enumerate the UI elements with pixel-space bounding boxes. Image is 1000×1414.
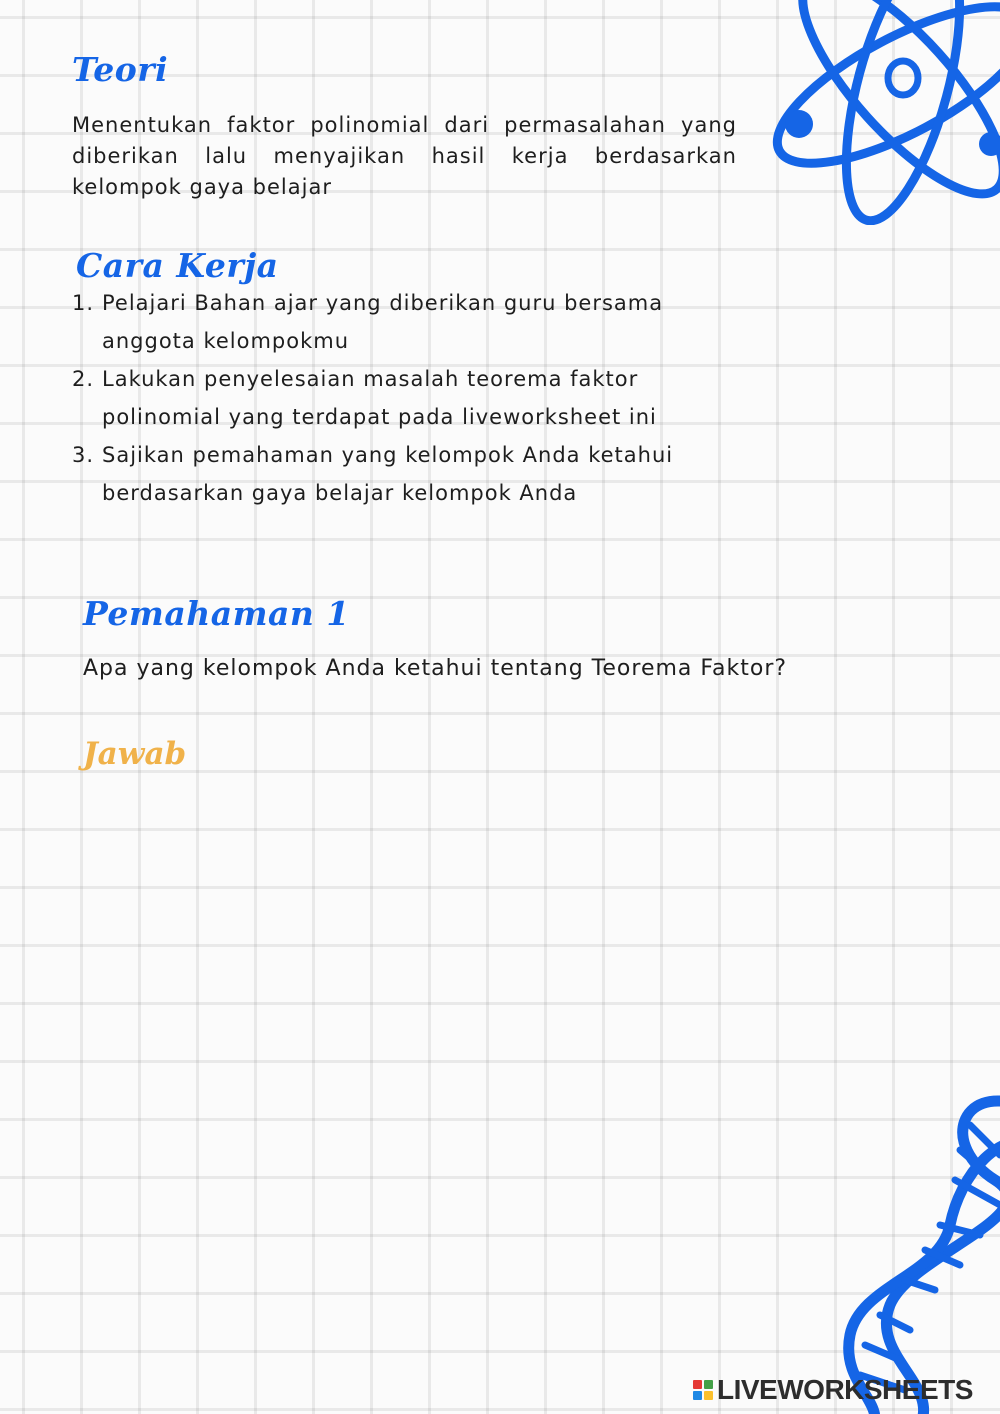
list-item — [72, 360, 752, 436]
question-text: Apa yang kelompok Anda ketahui tentang Teorema Faktor? — [83, 656, 788, 681]
jawab-heading: Jawab — [83, 736, 187, 772]
answer-field[interactable] — [80, 790, 840, 1090]
list-item — [72, 436, 752, 512]
step-text: Lakukan penyelesaian masalah teorema faktor polinomial yang terdapat pada liveworksheet ini — [102, 367, 657, 429]
step-number: 3. — [72, 443, 95, 467]
step-number: 1. — [72, 291, 95, 315]
step-text: Pelajari Bahan ajar yang diberikan guru bersama anggota kelompokmu — [102, 291, 664, 353]
dna-icon — [830, 1085, 1000, 1414]
liveworksheets-logo — [693, 1374, 973, 1406]
step-text: Sajikan pemahaman yang kelompok Anda ketahui berdasarkan gaya belajar kelompok Anda — [102, 443, 674, 505]
pemahaman-heading: Pemahaman 1 — [83, 594, 350, 633]
teori-text: Menentukan faktor polinomial dari permasalahan yang diberikan lalu menyajikan hasil kerja berdasarkan kelompok gaya belajar — [72, 113, 737, 199]
atom-icon — [755, 0, 1000, 225]
teori-heading: Teori — [72, 50, 169, 89]
step-number: 2. — [72, 367, 95, 391]
logo-text: LIVEWORKSHEETS — [717, 1374, 973, 1405]
logo-mark-icon — [693, 1380, 713, 1400]
list-item — [72, 284, 752, 360]
cara-kerja-heading: Cara Kerja — [76, 246, 279, 285]
cara-kerja-list — [72, 284, 752, 512]
